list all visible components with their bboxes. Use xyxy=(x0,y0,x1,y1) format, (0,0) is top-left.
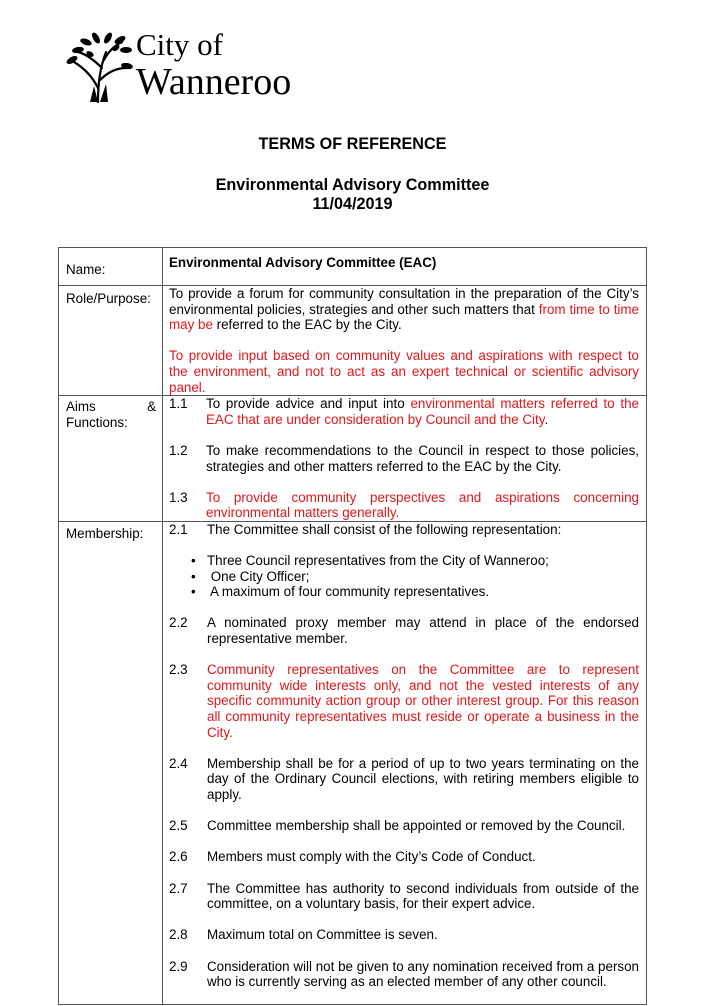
role-label: Role/Purpose: xyxy=(66,291,151,306)
document-date: 11/04/2019 xyxy=(312,195,393,213)
aims-value-cell xyxy=(163,396,647,522)
role-p1-text: To provide a forum for community consultation in the preparation of the City’s environmental policies, strategies and other such matters that xyxy=(169,286,639,317)
item-number: 2.8 xyxy=(169,927,188,943)
row-aims xyxy=(59,396,647,522)
membership-value-cell xyxy=(163,521,647,1004)
row-membership xyxy=(59,521,647,1004)
aims-item xyxy=(169,396,639,427)
membership-item-text: Membership shall be for a period of up to two years terminating on the day of the Ordinary Council elections, with retiring members eligible to apply. xyxy=(207,755,639,802)
membership-item xyxy=(169,662,639,740)
item-number: 2.1 xyxy=(169,521,188,537)
item-number: 2.2 xyxy=(169,615,188,631)
aims-item-text: To make recommendations to the Council in respect to those policies, strategies and other matters referred to the EAC by the City. xyxy=(206,442,639,474)
item-number: 1.1 xyxy=(169,396,188,412)
aims-item xyxy=(169,443,639,474)
item-number: 2.4 xyxy=(169,755,188,771)
membership-item xyxy=(169,818,639,834)
row-name xyxy=(59,248,647,286)
item-number: 2.5 xyxy=(169,818,188,834)
bullet-icon: • xyxy=(191,584,196,600)
membership-item-text: Maximum total on Committee is seven. xyxy=(207,927,438,943)
terms-table xyxy=(58,247,647,1005)
membership-item xyxy=(169,959,639,990)
membership-item-text: A nominated proxy member may attend in place of the endorsed representative member. xyxy=(207,615,639,647)
item-number: 2.9 xyxy=(169,958,188,974)
item-number: 2.6 xyxy=(169,849,188,865)
list-item xyxy=(169,553,639,569)
list-item-text: A maximum of four community representatives. xyxy=(207,584,490,600)
aims-ampersand: & xyxy=(147,399,156,415)
list-item-text: One City Officer; xyxy=(207,568,310,584)
aims-item xyxy=(169,490,639,521)
logo-city-of: City of xyxy=(136,27,223,62)
bullet-icon: • xyxy=(191,553,196,569)
membership-item xyxy=(169,927,639,943)
list-item xyxy=(169,569,639,585)
membership-item xyxy=(169,522,639,538)
role-paragraph-2: To provide input based on community values and aspirations with respect to the environment, and not to act as an expert technical or scientific advisory panel. xyxy=(169,348,639,395)
aims-label-cell xyxy=(59,396,163,522)
aims-label: Aims xyxy=(66,399,96,415)
logo-wanneroo: Wanneroo xyxy=(136,61,292,103)
membership-label-cell xyxy=(59,521,163,1004)
aims-item-text-end: . xyxy=(544,411,549,427)
role-p1-red-text: from time to time may be xyxy=(169,301,639,333)
representation-list xyxy=(169,553,639,600)
name-value-cell xyxy=(163,248,647,286)
membership-item xyxy=(169,615,639,646)
name-label: Name: xyxy=(66,262,106,277)
membership-item xyxy=(169,756,639,803)
item-number: 2.3 xyxy=(169,662,188,678)
role-p1-text-end: referred to the EAC by the City. xyxy=(212,317,402,333)
role-paragraph-1 xyxy=(169,286,639,333)
name-value: Environmental Advisory Committee (EAC) xyxy=(169,255,437,270)
document-title: TERMS OF REFERENCE xyxy=(258,135,447,153)
membership-item-text: The Committee has authority to second individuals from outside of the committee, on a voluntary basis, for their expert advice. xyxy=(207,880,639,912)
role-label-cell xyxy=(59,286,163,396)
name-label-cell xyxy=(59,248,163,286)
functions-label: Functions: xyxy=(66,414,128,430)
membership-item-text: The Committee shall consist of the following representation: xyxy=(207,521,562,537)
kangaroo-paw-flower-icon xyxy=(64,28,134,104)
bullet-icon: • xyxy=(191,568,196,584)
item-number: 2.7 xyxy=(169,880,188,896)
list-item xyxy=(169,584,639,600)
membership-item-text: Committee membership shall be appointed or removed by the Council. xyxy=(207,818,626,834)
item-number: 1.2 xyxy=(169,442,188,458)
aims-item-text: To provide advice and input into xyxy=(206,396,411,412)
aims-label-line xyxy=(66,396,156,415)
membership-label: Membership: xyxy=(66,525,144,541)
membership-item xyxy=(169,881,639,912)
aims-item-red-text: environmental matters referred to the EAC that are under consideration by Council and the City xyxy=(206,396,639,427)
membership-item xyxy=(169,849,639,865)
city-logo xyxy=(64,28,324,104)
membership-item-red-text: Community representatives on the Committee are to represent community wide interests only, and not the vested interests of any specific community action group or other interest group. For this reason all community representatives must reside or operate a business in the City. xyxy=(207,662,639,740)
item-number: 1.3 xyxy=(169,489,188,505)
membership-item-text: Consideration will not be given to any nomination received from a person who is currently serving as an elected member of any other council. xyxy=(207,958,639,990)
list-item-text: Three Council representatives from the City of Wanneroo; xyxy=(207,553,549,569)
committee-title: Environmental Advisory Committee xyxy=(215,176,490,194)
role-value-cell xyxy=(163,286,647,396)
row-role xyxy=(59,286,647,396)
membership-item-text: Members must comply with the City’s Code of Conduct. xyxy=(207,849,536,865)
aims-item-red-text: To provide community perspectives and aspirations concerning environmental matters generally. xyxy=(206,489,639,521)
